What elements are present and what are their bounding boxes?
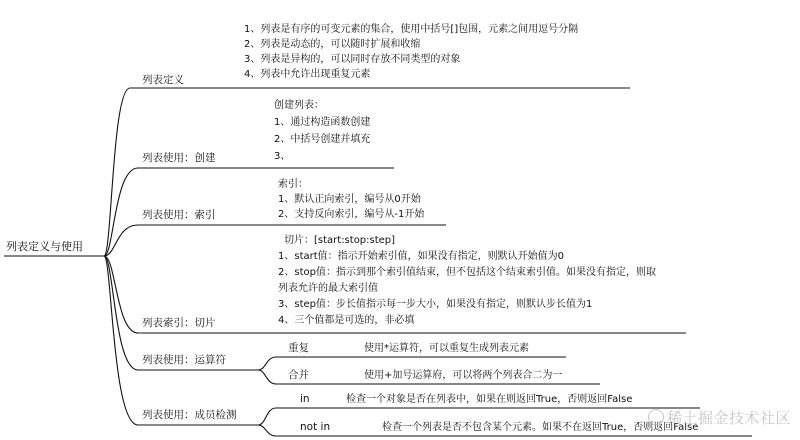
watermark-text: 稀土掘金技术社区 (667, 409, 792, 427)
slice-line-1: 切片：[start:stop:step] (284, 235, 396, 246)
index-line-3: 2、支持反向索引，编号从-1开始 (278, 209, 425, 220)
slice-line-6: 4、三个值都是可选的，非必填 (278, 315, 415, 326)
create-line-2: 1、通过构造函数创建 (274, 117, 371, 128)
create-line-1: 创建列表： (274, 100, 324, 111)
root-topic: 列表定义与使用 (6, 240, 83, 253)
membership-item-notin: not in (300, 421, 331, 433)
definition-line-3: 3、列表是异构的，可以同时存放不同类型的对象 (244, 54, 461, 65)
slice-line-2: 1、start值：指示开始索引值，如果没有指定，则默认开始值为0 (278, 251, 565, 262)
branch-connector-operators (104, 256, 258, 370)
operators-item-merge-desc: 使用+加号运算府，可以将两个列表合二为一 (364, 370, 563, 381)
branch-title-index: 列表使用：索引 (142, 209, 216, 221)
membership-item-in: in (300, 393, 310, 405)
slice-detail (278, 233, 656, 329)
create-line-3: 2、中括号创建并填充 (274, 134, 371, 145)
watermark (648, 407, 791, 428)
definition-detail (244, 22, 578, 82)
index-detail (278, 177, 424, 222)
definition-line-4: 4、列表中允许出现重复元素 (244, 69, 371, 80)
membership-item-notin-desc: 检查一个列表是否不包含某个元素。如果不在返回True，否则返回False (382, 422, 699, 433)
branch-connector-index (104, 225, 260, 256)
index-line-2: 1、默认正向索引，编号从0开始 (278, 194, 421, 205)
branch-title-create: 列表使用：创建 (142, 152, 216, 164)
create-line-4: 3、 (274, 151, 291, 162)
slice-line-5: 3、step值：步长值指示每一步大小，如果没有指定，则默认步长值为1 (278, 299, 593, 310)
definition-line-2: 2、列表是动态的，可以随时扩展和收缩 (244, 39, 421, 50)
operators-item-repeat: 重复 (288, 342, 309, 354)
branch-title-operators: 列表使用：运算符 (142, 354, 226, 366)
branch-title-definition: 列表定义 (142, 74, 184, 86)
membership-item-in-desc: 检查一个对象是否在列表中，如果在则返回True，否则返回False (346, 394, 633, 405)
create-detail (274, 98, 370, 164)
branch-title-slice: 列表索引：切片 (142, 317, 216, 329)
index-line-1: 索引： (278, 179, 308, 190)
slice-line-4: 列表允许的最大索引值 (278, 283, 378, 294)
branch-connector-membership (104, 256, 258, 425)
watermark-logo-icon (648, 409, 664, 425)
operators-item-merge: 合并 (288, 369, 309, 381)
definition-line-1: 1、列表是有序的可变元素的集合，使用中括号[]包围，元素之间用逗号分隔 (244, 24, 579, 35)
slice-line-3: 2、stop值：指示到那个索引值结束，但不包括这个结束索引值。如果没有指定，则取 (278, 267, 656, 278)
operators-item-repeat-desc: 使用*运算符，可以重复生成列表元素 (364, 343, 529, 354)
branch-title-membership: 列表使用：成员检测 (142, 409, 237, 421)
